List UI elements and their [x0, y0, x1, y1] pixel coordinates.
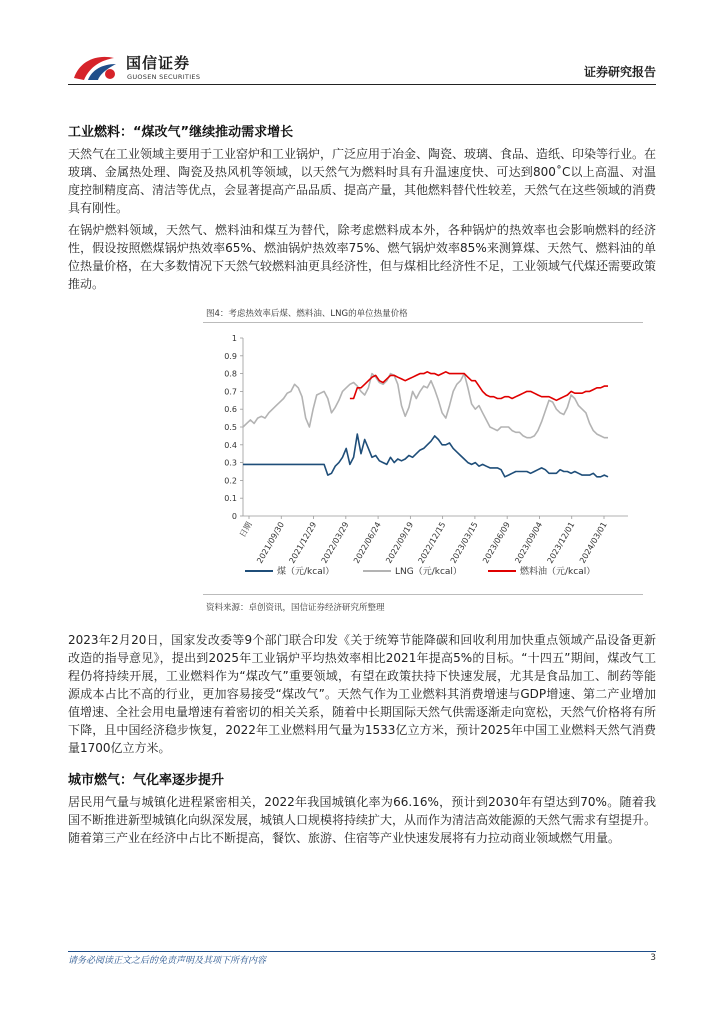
y-tick-label: 0.7 [224, 387, 237, 397]
logo-text-cn: 国信证券 [126, 54, 191, 72]
report-type: 证券研究报告 [583, 65, 656, 79]
figure-source: 资料来源：卓创资讯，国信证券经济研究所整理 [206, 603, 385, 613]
y-tick-label: 0.1 [224, 494, 237, 504]
logo-text-en: GUOSEN SECURITIES [127, 73, 201, 81]
x-tick-label: 2023/09/04 [513, 520, 545, 565]
x-tick-label: 2022/09/19 [384, 520, 416, 565]
x-tick-label: 2022/12/15 [416, 520, 448, 565]
header-divider [68, 84, 656, 85]
section-title-city-gas: 城市燃气：气化率逐步提升 [68, 773, 225, 788]
x-tick-label: 2021/09/30 [255, 520, 287, 565]
y-tick-label: 0.9 [224, 351, 237, 361]
legend-label: 燃料油（元/kcal） [520, 567, 596, 577]
footer-divider [68, 951, 656, 952]
x-tick-label: 2022/03/29 [319, 520, 351, 565]
figure-title-divider [203, 322, 643, 323]
x-tick-label: 2021/12/29 [287, 520, 319, 565]
y-tick-label: 0.2 [224, 476, 237, 486]
x-tick-label: 日期 [237, 520, 254, 539]
y-tick-label: 0.5 [224, 423, 237, 432]
x-tick-label: 2023/03/15 [448, 520, 480, 565]
x-tick-label: 2023/06/09 [481, 520, 512, 565]
paragraph: 2023年2月20日，国家发改委等9个部门联合印发《关于统筹节能降碳和回收利用加快重点领域产品设备更新改造的指导意见》，提出到2025年工业锅炉平均热效率相比2021年提高5%的目标。“十四五”期间，煤改气工程仍将持续开展，工业燃料作为“煤改气”重要领域，有望在政策扶持下快速发展，尤其是食品加工、制药等能源成本占比不高的行业，更加容易接受“煤改气”。天然气作为工业燃料其消费增速与GDP增速、第二产业增加值增速、全社会用电量增速有着密切的相关关系，随着中长期国际天然气供需逐渐走向宽松，天然气价格将有所下降，且中国经济稳步恢复，2022年工业燃料用气量为1533亿立方米，预计2025年中国工业燃料天然气消费量1700亿立方米。 [68, 633, 657, 755]
footer-disclaimer: 请务必阅读正文之后的免责声明及其项下所有内容 [68, 956, 267, 966]
y-tick-label: 0.3 [224, 458, 237, 468]
x-tick-label: 2023/12/01 [545, 520, 577, 565]
x-tick-label: 2022/06/24 [351, 520, 383, 565]
series-line [243, 434, 608, 477]
paragraph: 在锅炉燃料领域，天然气、燃料油和煤互为替代，除考虑燃料成本外，各种锅炉的热效率也会影响燃料的经济性，假设按照燃煤锅炉热效率65%、燃油锅炉热效率75%、燃气锅炉效率85%来测算煤、天然气、燃料油的单位热量价格，在大多数情况下天然气较燃料油更具经济性，但与煤相比经济性不足，工业领域气代煤还需要政策推动。 [68, 223, 657, 291]
section-title-industrial-fuel: 工业燃料：“煤改气”继续推动需求增长 [68, 125, 294, 140]
line-chart [203, 326, 656, 586]
series-line [243, 374, 608, 438]
paragraph: 居民用气量与城镇化进程紧密相关，2022年我国城镇化率为66.16%，预计到2030年有望达到70%。随着我国不断推进新型城镇化向纵深发展，城镇人口规模将持续扩大，从而作为清洁高效能源的天然气需求有望提升。随着第三产业在经济中占比不断提高，餐饮、旅游、住宿等产业快速发展将有力拉动商业领域燃气用量。 [68, 795, 657, 845]
guosen-logo-icon [70, 50, 122, 84]
y-tick-label: 0 [231, 512, 237, 521]
figure-title: 图4：考虑热效率后煤、燃料油、LNG的单位热量价格 [206, 309, 408, 319]
y-tick-label: 0.8 [224, 369, 237, 379]
legend-label: 煤（元/kcal） [277, 567, 335, 577]
x-tick-label: 2024/03/01 [577, 520, 609, 565]
paragraph: 天然气在工业领域主要用于工业窑炉和工业锅炉，广泛应用于冶金、陶瓷、玻璃、食品、造纸、印染等行业。在玻璃、金属热处理、陶瓷及热风机等领域，以天然气为燃料时具有升温速度快、可达到800˚C以上高温、对温度控制精度高、清洁等优点，会显著提高产品品质、提高产量，其他燃料替代性较差，天然气在这些领域的消费具有刚性。 [68, 147, 657, 215]
y-tick-label: 1 [231, 334, 237, 343]
y-tick-label: 0.6 [224, 405, 237, 415]
legend-label: LNG（元/kcal） [395, 567, 462, 577]
figure [203, 302, 656, 622]
figure-bottom-divider [203, 594, 643, 595]
y-tick-label: 0.4 [224, 440, 237, 450]
page-number: 3 [650, 953, 656, 963]
header [0, 0, 724, 90]
